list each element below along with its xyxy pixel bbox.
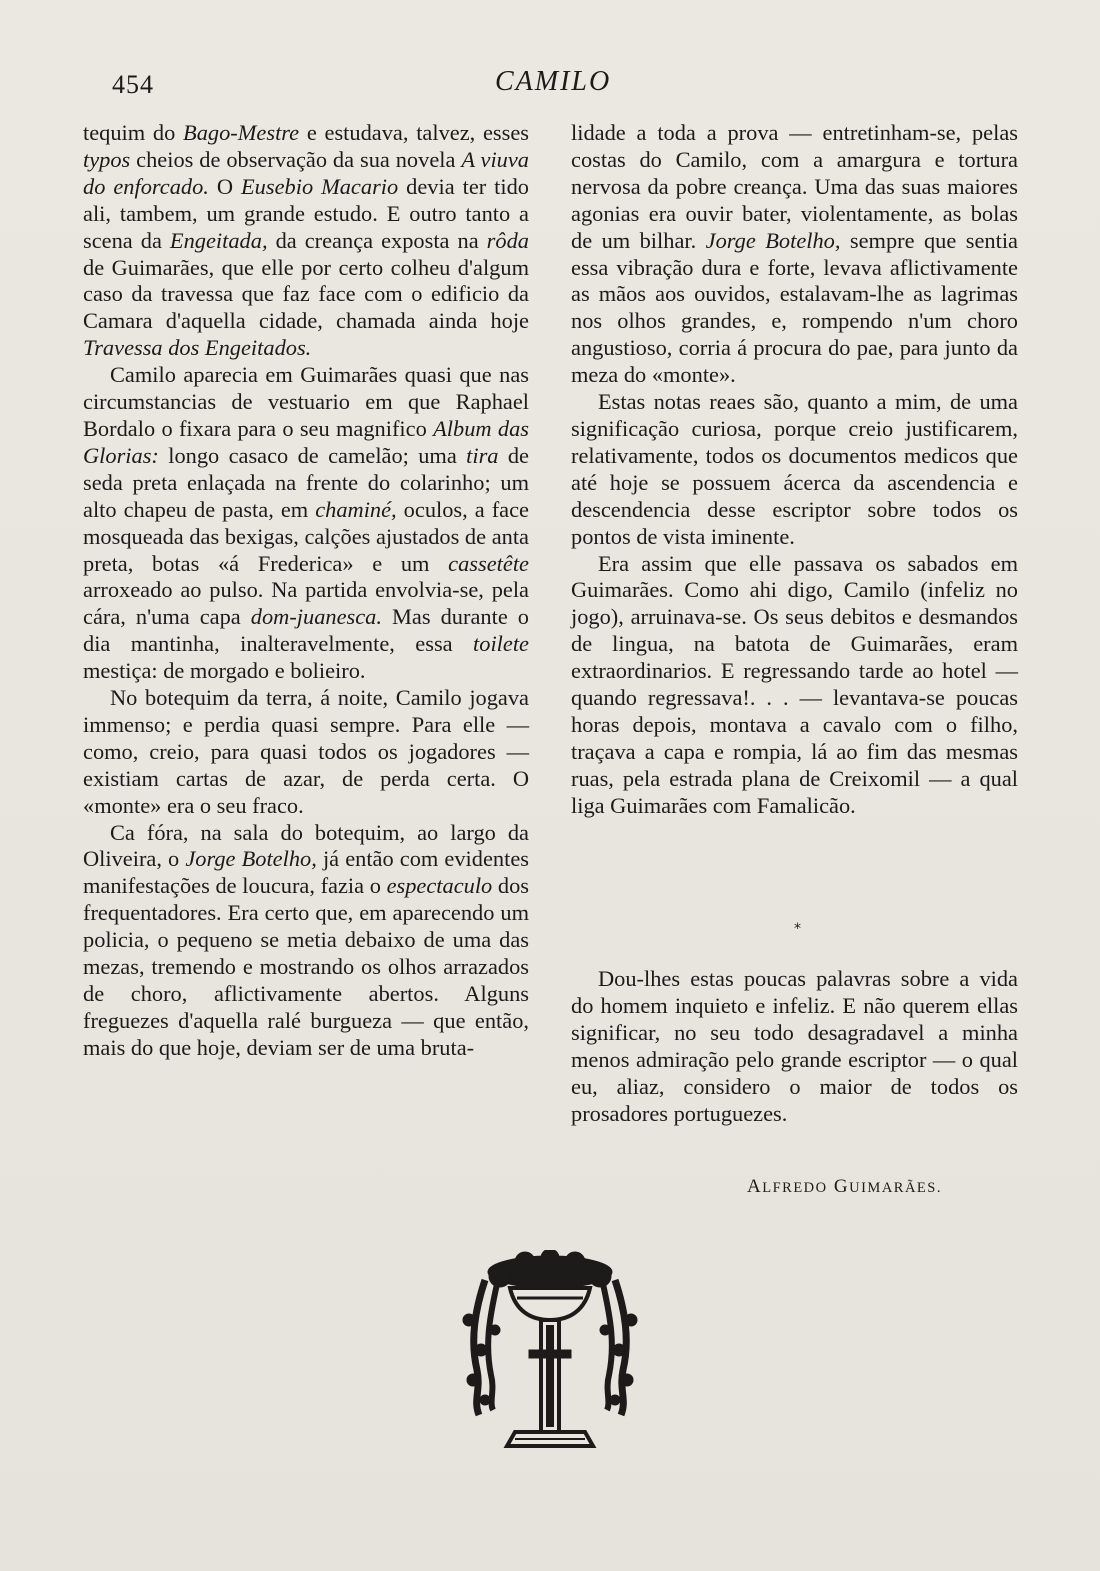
- italic-text: Travessa dos Engeitados.: [83, 335, 312, 361]
- closing-paragraph: Dou-lhes estas poucas palavras sobre a vida do homem inquieto e infeliz. E não querem ellas significar, no seu todo desagradavel a minha menos admiração pelo grande escriptor — o qual eu, aliaz, considero o maior de todos os prosadores portuguezes.: [571, 966, 1018, 1126]
- section-separator: *: [794, 921, 801, 937]
- italic-text: Engeitada,: [169, 227, 268, 253]
- paragraph: [83, 120, 529, 362]
- italic-text: toilete: [473, 631, 529, 657]
- text-run: O: [208, 173, 241, 199]
- paragraph: [571, 120, 1018, 389]
- text-run: dos frequentadores. Era certo que, em aparecendo um policia, o pequeno se metia debaixo de uma das mezas, tremendo e mostrando os olhos arrazados de choro, aflictivamente abertos. Alguns freguezes d'aquella ralé burgueza — que então, mais do que hoje, deviam ser de uma bruta-: [83, 873, 530, 1060]
- text-run: Camilo aparecia em Guimarães quasi que nas circumstancias de vestuario em que Raphael Bordalo o fixara para o seu magnifico: [83, 362, 529, 441]
- italic-text: Album das Glorias:: [83, 415, 529, 468]
- italic-text: rôda: [486, 227, 529, 253]
- page-number: 454: [112, 70, 154, 99]
- italic-text: tira: [466, 442, 499, 468]
- signature-last-name: UIMARÃES.: [849, 1180, 942, 1196]
- text-run: Estas notas reaes são, quanto a mim, de uma significação curiosa, porque creio justificarem, relativamente, todos os documentos medicos que até hoje se possuem ácerca da ascendencia e descendencia desse escriptor sobre todos os pontos de vista iminente.: [571, 389, 1018, 549]
- text-run: mestiça: de morgado e bolieiro.: [83, 658, 366, 684]
- page-header: [0, 62, 1100, 102]
- paragraph: [83, 362, 529, 685]
- italic-text: typos: [83, 146, 131, 172]
- italic-text: cassetête: [448, 550, 529, 576]
- italic-text: chaminé,: [315, 496, 397, 522]
- running-title: CAMILO: [495, 66, 612, 97]
- text-run: de seda preta enlaçada na frente do colarinho; um alto chapeu de pasta, em: [83, 442, 529, 522]
- text-run: arroxeado ao pulso. Na partida envolvia-se, pela cára, n'uma capa: [83, 577, 529, 630]
- text-run: longo casaco de camelão; uma: [158, 442, 467, 468]
- text-run: No botequim da terra, á noite, Camilo jogava immenso; e perdia quasi sempre. Para elle — como, creio, para quasi todos os jogadores — existiam cartas de azar, de perda certa. O «monte» era o seu fraco.: [83, 685, 529, 818]
- text-run: Mas durante o dia mantinha, inalteravelmente, essa: [83, 604, 529, 657]
- text-run: de Guimarães, que elle por certo colheu d'algum caso da travessa que faz face com o edificio da Camara d'aquella cidade, chamada ainda hoje: [83, 254, 529, 334]
- paragraph: [83, 820, 529, 1062]
- text-run: sempre que sentia essa vibração dura e forte, levava aflictivamente as mãos aos ouvidos, estalavam-lhe as lagrimas nos olhos grandes, e, rompendo n'um choro angustioso, corria á procura do pae, para junto da meza do «monte».: [571, 227, 1018, 388]
- left-column: [83, 120, 529, 1062]
- italic-text: espectaculo: [386, 873, 493, 899]
- text-run: já então com evidentes manifestações de loucura, fazia o: [83, 846, 529, 899]
- paragraph: [83, 685, 529, 820]
- right-column: [571, 120, 1018, 820]
- text-run: cheios de observação da sua novela: [130, 146, 462, 172]
- italic-text: dom-juanesca.: [250, 604, 382, 630]
- text-run: devia ter tido ali, tambem, um grande estudo. E outro tanto a scena da: [83, 173, 530, 253]
- tailpiece-ornament-icon: [455, 1250, 645, 1450]
- italic-text: Eusebio Macario: [241, 173, 399, 199]
- italic-text: Jorge Botelho,: [185, 846, 317, 872]
- text-run: oculos, a face mosqueada das bexigas, calções ajustados de anta preta, botas «á Frederica» e um: [83, 496, 529, 576]
- signature-initial-first: A: [747, 1176, 763, 1197]
- text-run: Ca fóra, na sala do botequim, ao largo da Oliveira, o: [83, 819, 529, 872]
- text-run: tequim do: [83, 120, 184, 145]
- text-run: da creança exposta na: [267, 227, 487, 253]
- paragraph: [571, 551, 1018, 820]
- signature-initial-last: G: [833, 1176, 850, 1197]
- paragraph: [571, 389, 1018, 550]
- text-run: Era assim que elle passava os sabados em Guimarães. Como ahi digo, Camilo (infeliz no jogo), arruinava-se. Os seus debitos e desmandos de lingua, na batota de Guimarães, eram extraordinarios. E regressando tarde ao hotel — quando regressava!. . . — levantava-se poucas horas depois, montava a cavalo com o filho, traçava a capa e rompia, lá ao fim das mesmas ruas, pela estrada plana de Creixomil — a qual liga Guimarães com Famalicão.: [571, 550, 1018, 818]
- text-run: lidade a toda a prova — entretinham-se, pelas costas do Camilo, com a amargura e tortura nervosa da pobre creança. Uma das suas maiores agonias era ouvir bater, violentamente, as bolas de um bilhar.: [571, 120, 1018, 253]
- text-run: e estudava, talvez, esses: [299, 120, 529, 145]
- author-signature: [747, 1176, 942, 1198]
- italic-text: Bago-Mestre: [183, 120, 300, 145]
- italic-text: A viuva do enforcado.: [83, 146, 529, 199]
- italic-text: Jorge Botelho,: [705, 227, 841, 253]
- signature-first-name: LFREDO: [762, 1180, 828, 1196]
